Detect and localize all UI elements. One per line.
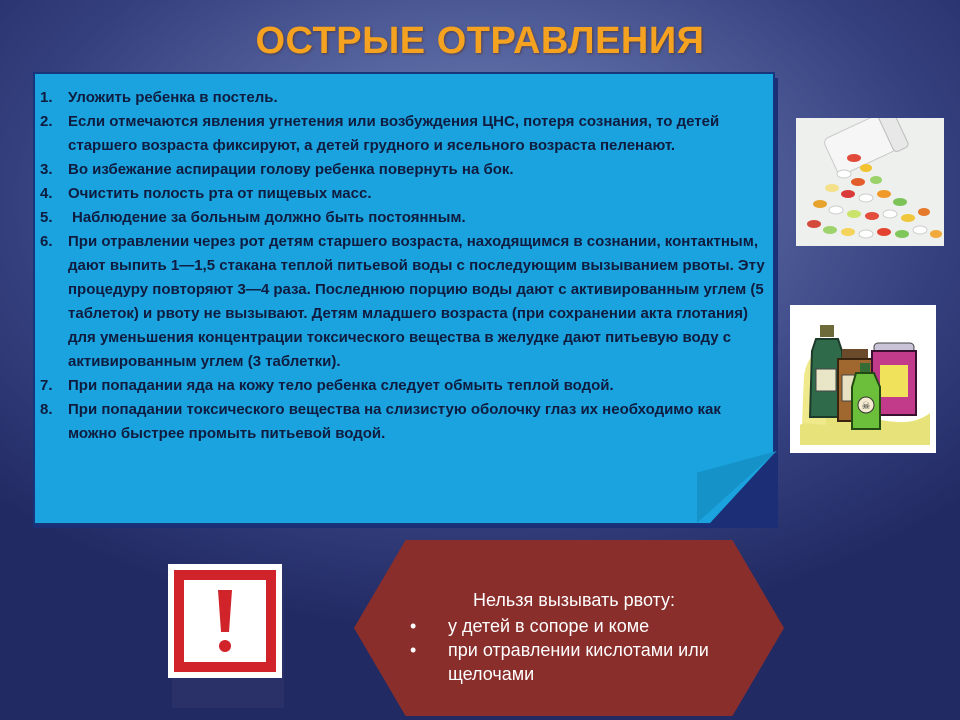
- step-text: Если отмечаются явления угнетения или возбуждения ЦНС, потеря сознания, то детей старшего возраста фиксируют, а детей грудного и ясельного возраста пеленают.: [68, 113, 720, 154]
- first-aid-steps: [40, 86, 770, 446]
- list-item: [40, 398, 770, 446]
- contraindication-heading: Нельзя вызывать рвоту:: [472, 590, 676, 610]
- list-item: [40, 206, 770, 230]
- chemical-bottles-icon: [790, 305, 936, 453]
- warning-frame: [174, 570, 276, 672]
- step-text: При попадании токсического вещества на слизистую оболочку глаз их необходимо как можно быстрее промыть питьевой водой.: [68, 401, 721, 442]
- pills-icon: [796, 118, 944, 246]
- step-number: 3.: [40, 161, 53, 178]
- svg-text:☠: ☠: [861, 401, 871, 412]
- list-item: [404, 614, 744, 638]
- list-item: [40, 374, 770, 398]
- step-number: 2.: [40, 113, 53, 130]
- step-text: Во избежание аспирации голову ребенка повернуть на бок.: [68, 161, 514, 178]
- bullet: •: [410, 616, 417, 636]
- bullet: •: [410, 640, 417, 660]
- warning-sign: [168, 564, 282, 678]
- chemicals-illustration: [790, 305, 936, 453]
- list-item: [40, 230, 770, 374]
- step-text: Уложить ребенка в постель.: [68, 89, 278, 106]
- list-item: [40, 158, 770, 182]
- slide-title: ОСТРЫЕ ОТРАВЛЕНИЯ: [255, 20, 705, 62]
- step-text: Наблюдение за больным должно быть постоянным.: [72, 209, 466, 226]
- step-number: 6.: [40, 233, 53, 250]
- step-number: 7.: [40, 377, 53, 394]
- step-number: 1.: [40, 89, 53, 106]
- step-text: Очистить полость рта от пищевых масс.: [68, 185, 372, 202]
- list-item: [40, 86, 770, 110]
- pills-illustration: [796, 118, 944, 246]
- step-number: 8.: [40, 401, 53, 418]
- step-number: 4.: [40, 185, 53, 202]
- contraindication-text: [404, 588, 744, 686]
- list-item: [40, 182, 770, 206]
- list-item: [404, 638, 744, 686]
- contraindication-item: у детей в сопоре и коме: [448, 616, 650, 636]
- contraindication-item: при отравлении кислотами или щелочами: [448, 640, 709, 684]
- step-text: При попадании яда на кожу тело ребенка следует обмыть теплой водой.: [68, 377, 614, 394]
- exclamation-sign-icon: [184, 580, 266, 662]
- step-text: При отравлении через рот детям старшего возраста, находящимся в сознании, контактным, дают выпить 1—1,5 стакана теплой питьевой воды с последующим вызыванием рвоты. Эту процедуру повторяют 3—4 раза. Последнюю порцию воды дают с активированным углем (5 таблеток) и рвоту не вызывают. Детям младшего возраста (при сохранении акта глотания) для уменьшения концентрации токсического вещества в желудке дают питьевую воду с активированным углем (3 таблетки).: [68, 233, 765, 370]
- step-number: 5.: [40, 209, 53, 226]
- list-item: [40, 110, 770, 158]
